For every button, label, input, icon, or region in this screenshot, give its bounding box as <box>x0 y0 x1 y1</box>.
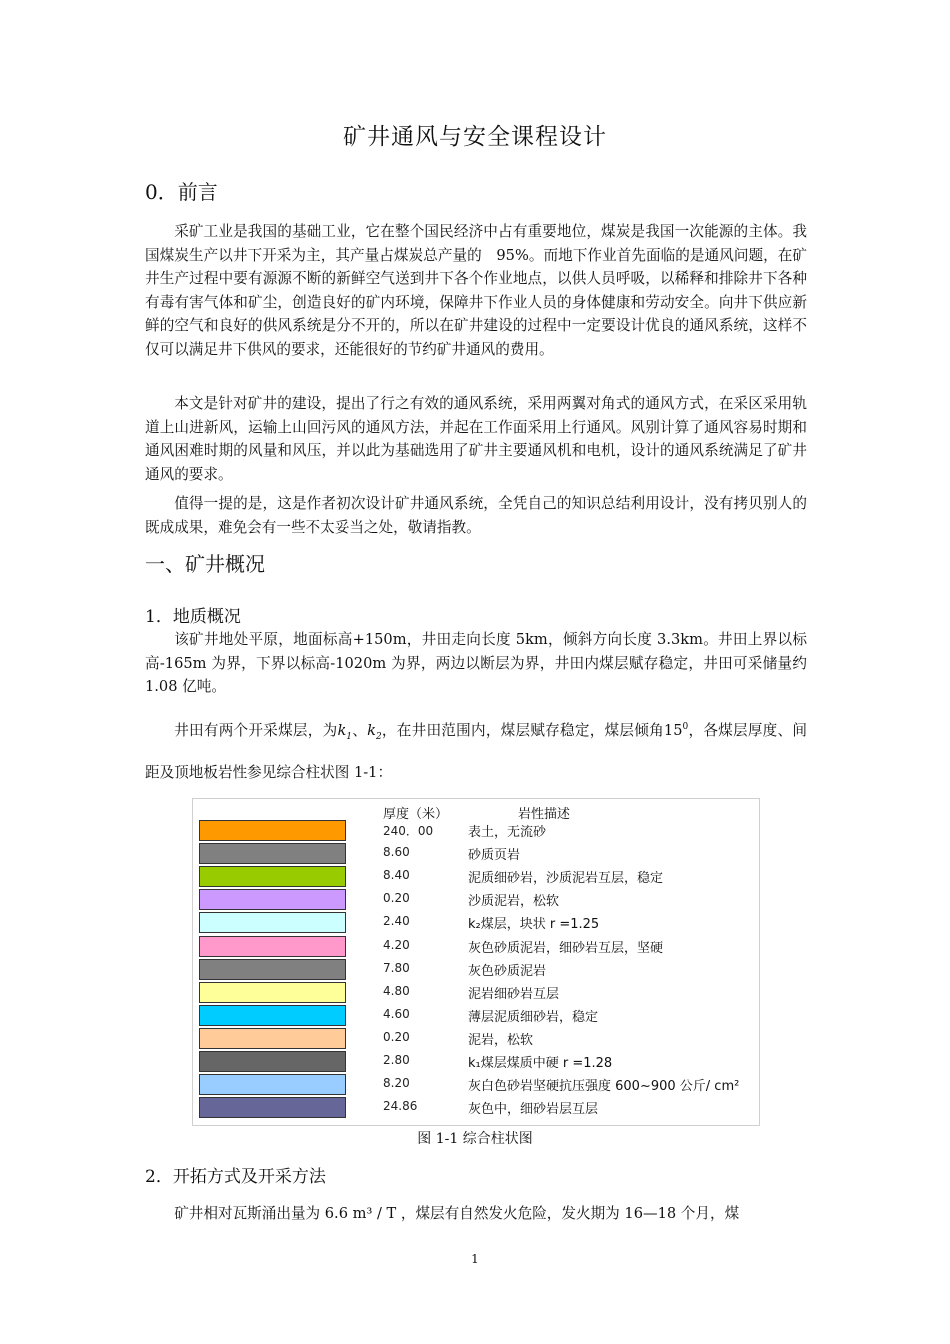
layer-row <box>193 1027 759 1050</box>
layer-thickness: 24.86 <box>383 1099 418 1114</box>
layer-thickness: 2.80 <box>383 1053 410 1067</box>
layer-description: k₁煤层煤质中硬 r =1.28 <box>468 1056 613 1071</box>
layer-thickness: 240．00 <box>383 824 434 838</box>
column-header-thickness: 厚度（米） <box>383 807 449 822</box>
layer-swatch <box>199 936 346 957</box>
layer-swatch <box>199 912 346 933</box>
layer-thickness: 8.60 <box>383 845 410 860</box>
seam-k1: $k_1$ <box>337 721 353 742</box>
layer-swatch <box>199 843 346 864</box>
development-paragraph-1: 矿井相对瓦斯涌出量为 6.6 m³ / T ，煤层有自然发火危险，发火期为 16—18 个月，煤 <box>174 1205 740 1222</box>
layer-row <box>193 842 759 865</box>
layer-description: k₂煤层，块状 r =1.25 <box>468 917 600 933</box>
layer-row <box>193 958 759 981</box>
layer-row <box>193 911 759 934</box>
layer-row <box>193 981 759 1004</box>
geology-paragraph-1: 该矿井地处平原，地面标高+150m，井田走向长度 5km，倾斜方向长度 3.3km。井田上界以标高-165m 为界，下界以标高-1020m 为界，两边以断层为界，井田内煤层赋存稳定，井田可采储量约 1.08 亿吨。 <box>145 631 807 696</box>
layer-thickness: 8.40 <box>383 868 410 883</box>
layer-swatch <box>199 959 346 980</box>
layer-row <box>193 819 759 842</box>
seam-text-c: ，各煤层厚度、间距及顶地板岩性参见综合柱状图 1-1： <box>145 721 807 781</box>
layer-thickness: 4.80 <box>383 983 410 998</box>
subsection-heading-development: 2．开拓方式及开采方法 <box>145 1167 326 1187</box>
layer-row <box>193 1073 759 1096</box>
layer-swatch <box>199 1005 346 1026</box>
layer-description: 泥岩，松软 <box>468 1032 534 1048</box>
layer-swatch <box>199 1074 346 1095</box>
dip-angle: $15^0$ <box>663 721 689 739</box>
layer-description: 泥质细砂岩，沙质泥岩互层，稳定 <box>468 871 664 887</box>
figure-caption: 图 1-1 综合柱状图 <box>417 1131 533 1147</box>
layer-description: 灰色砂质泥岩，细砂岩互层，坚硬 <box>468 940 664 956</box>
preface-paragraph-3: 值得一提的是，这是作者初次设计矿井通风系统，全凭自己的知识总结利用设计，没有拷贝别人的既成成果，难免会有一些不太妥当之处，敬请指教。 <box>145 495 807 536</box>
layer-description: 灰色砂质泥岩 <box>468 963 547 979</box>
layer-row <box>193 1050 759 1073</box>
layer-swatch <box>199 889 346 910</box>
seam-separator: 、 <box>352 721 368 739</box>
geology-paragraph-2 <box>145 710 807 790</box>
layer-row <box>193 1096 759 1119</box>
layer-swatch <box>199 1028 346 1049</box>
page-number: 1 <box>471 1252 479 1266</box>
seam-text-a: 井田有两个开采煤层，为 <box>174 721 338 739</box>
preface-paragraph-1: 采矿工业是我国的基础工业，它在整个国民经济中占有重要地位，煤炭是我国一次能源的主体。我国煤炭生产以井下开采为主，其产量占煤炭总产量的 95%。而地下作业首先面临的是通风问题，在矿井生产过程中要有源源不断的新鲜空气送到井下各个作业地点，以供人员呼吸，以稀释和排除井下各种有毒有害气体和矿尘，创造良好的矿内环境，保障井下作业人员的身体健康和劳动安全。向井下供应新鲜的空气和良好的供风系统是分不开的，所以在矿井建设的过程中一定要设计优良的通风系统，这样不仅可以满足井下供风的要求，还能很好的节约矿井通风的费用。 <box>145 223 807 358</box>
subsection-heading-geology: 1．地质概况 <box>145 607 241 627</box>
stratigraphic-column-figure <box>192 798 760 1126</box>
layer-description: 灰色中，细砂岩层互层 <box>468 1102 599 1118</box>
column-header-lithology: 岩性描述 <box>518 807 571 822</box>
layer-thickness: 2.40 <box>383 914 410 929</box>
layer-thickness: 8.20 <box>383 1076 410 1091</box>
section-heading-mine-overview: 一、矿井概况 <box>145 552 265 576</box>
layer-description: 薄层泥质细砂岩，稳定 <box>468 1009 599 1025</box>
layer-description: 表土，无流砂 <box>468 825 547 840</box>
layer-row <box>193 935 759 958</box>
layer-description: 泥岩细砂岩互层 <box>468 986 560 1002</box>
layer-swatch <box>199 1097 346 1118</box>
layer-row <box>193 865 759 888</box>
preface-paragraph-2: 本文是针对矿井的建设，提出了行之有效的通风系统，采用两翼对角式的通风方式，在采区采用轨道上山进新风，运输上山回污风的通风方法，并起在工作面采用上行通风。风别计算了通风容易时期和通风困难时期的风量和风压，并以此为基础选用了矿井主要通风机和电机，设计的通风系统满足了矿井通风的要求。 <box>145 395 807 483</box>
layer-swatch <box>199 866 346 887</box>
layer-thickness: 4.20 <box>383 937 410 952</box>
layer-swatch <box>199 1051 346 1072</box>
layer-thickness: 0.20 <box>383 1029 410 1044</box>
layer-row <box>193 888 759 911</box>
layer-swatch <box>199 982 346 1003</box>
section-heading-preface: 0．前言 <box>145 180 218 204</box>
seam-k2: $k_2$ <box>367 721 382 742</box>
layer-thickness: 7.80 <box>383 960 410 975</box>
seam-text-b: ，在井田范围内，煤层赋存稳定，煤层倾角 <box>381 721 664 739</box>
layer-row <box>193 1004 759 1027</box>
layer-thickness: 0.20 <box>383 891 410 906</box>
layer-thickness: 4.60 <box>383 1006 410 1021</box>
layer-description: 砂质页岩 <box>468 848 521 864</box>
layer-description: 灰白色砂岩坚硬抗压强度 600~900 公斤/ cm² <box>468 1079 740 1095</box>
document-title: 矿井通风与安全课程设计 <box>343 124 607 150</box>
layer-description: 沙质泥岩，松软 <box>468 894 560 910</box>
layer-swatch <box>199 820 346 841</box>
